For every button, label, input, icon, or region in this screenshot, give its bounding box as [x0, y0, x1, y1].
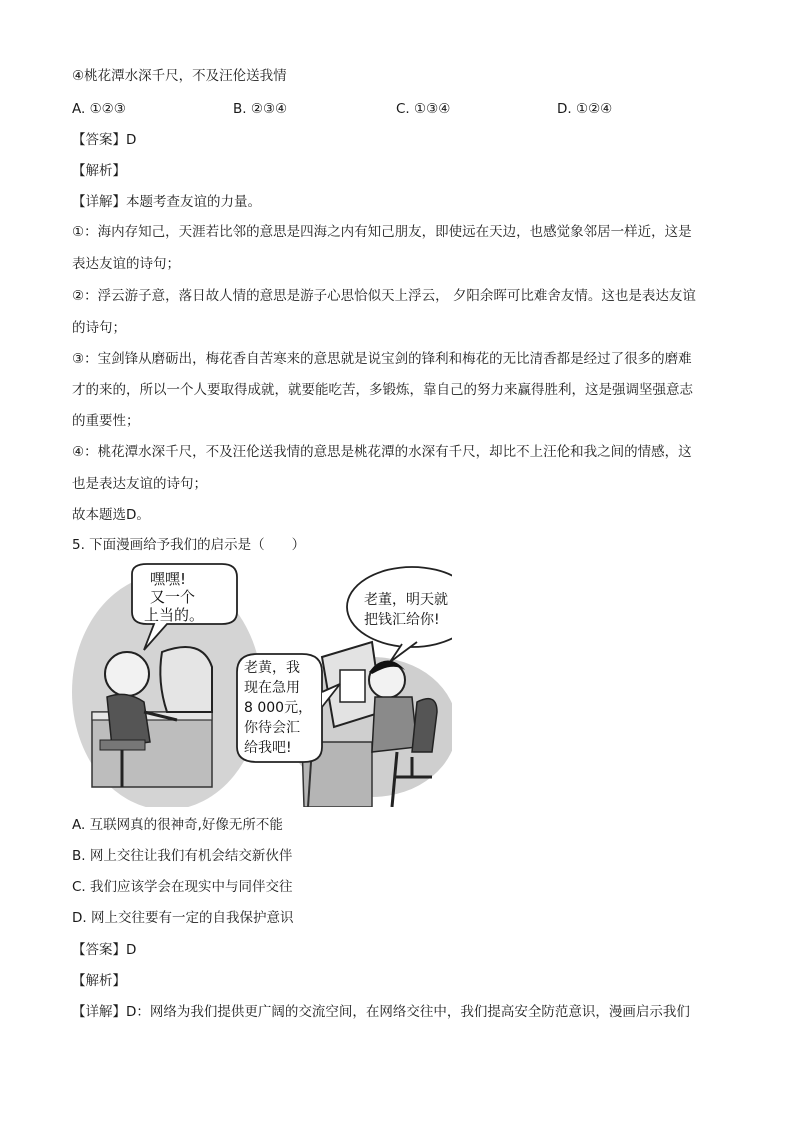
para3-line1: ③：宝剑锋从磨砺出，梅花香自苦寒来的意思就是说宝剑的锋利和梅花的无比清香都是经过了很多的磨难: [72, 351, 692, 367]
analysis-label: 【解析】: [72, 163, 126, 179]
q5-detail-line: 【详解】D：网络为我们提供更广阔的交流空间，在网络交往中，我们提高安全防范意识，漫画启示我们: [72, 1004, 690, 1020]
para3-line3: 的重要性；: [72, 413, 140, 429]
para2-line2: 的诗句；: [72, 320, 126, 336]
q5-option-a: A. 互联网真的很神奇,好像无所不能: [72, 817, 283, 833]
conclusion-line: 故本题选D。: [72, 507, 150, 523]
left-monitor: [160, 647, 212, 712]
detail-line: 【详解】本题考查友谊的力量。: [72, 194, 261, 210]
left-bubble-line3: 上当的。: [144, 606, 205, 624]
center-bubble-line5: 给我吧!: [244, 740, 292, 756]
question-5: 5. 下面漫画给予我们的启示是（ ）: [72, 537, 306, 553]
para2-line1: ②：浮云游子意，落日故人情的意思是游子心思恰似天上浮云， 夕阳余晖可比难舍友情。这也是表达友谊: [72, 288, 696, 304]
comic-drawing: [72, 562, 452, 807]
option-b: B. ②③④: [233, 101, 288, 117]
option-c: C. ①③④: [396, 101, 451, 117]
answer-label: 【答案】D: [72, 132, 137, 148]
line-item4: ④桃花潭水深千尺，不及汪伦送我情: [72, 68, 287, 84]
q5-option-b: B. 网上交往让我们有机会结交新伙伴: [72, 848, 293, 864]
q5-answer-label: 【答案】D: [72, 942, 137, 958]
para4-line1: ④：桃花潭水深千尺，不及汪伦送我情的意思是桃花潭的水深有千尺，却比不上汪伦和我之间的情感，这: [72, 444, 692, 460]
right-bubble-line1: 老董，明天就: [364, 592, 448, 608]
para1-line1: ①：海内存知己，天涯若比邻的意思是四海之内有知己朋友，即使远在天边，也感觉象邻居一样近，这是: [72, 224, 692, 240]
left-bubble-line1: 嘿嘿!: [150, 570, 187, 588]
left-bubble-line2: 又一个: [150, 588, 196, 606]
left-person-head: [105, 652, 149, 696]
center-bubble-line3: 8 000元，: [244, 700, 313, 716]
q5-option-c: C. 我们应该学会在现实中与同伴交往: [72, 879, 293, 895]
option-a: A. ①②③: [72, 101, 126, 117]
option-d: D. ①②④: [557, 101, 613, 117]
right-bubble-line2: 把钱汇给你!: [364, 612, 440, 628]
center-bubble-line4: 你待会汇: [244, 720, 300, 736]
para1-line2: 表达友谊的诗句；: [72, 256, 180, 272]
left-person-body: [107, 694, 150, 747]
center-bubble-line2: 现在急用: [244, 680, 300, 696]
para3-line2: 才的来的，所以一个人要取得成就，就要能吃苦，多锻炼，靠自己的努力来赢得胜利，这是强调坚强意志: [72, 382, 693, 398]
para4-line2: 也是表达友谊的诗句；: [72, 476, 207, 492]
center-bubble-line1: 老黄，我: [244, 660, 300, 676]
q5-option-d: D. 网上交往要有一定的自我保护意识: [72, 910, 294, 926]
right-person-body: [372, 697, 417, 752]
q5-analysis-label: 【解析】: [72, 973, 126, 989]
comic-illustration: [72, 562, 452, 807]
